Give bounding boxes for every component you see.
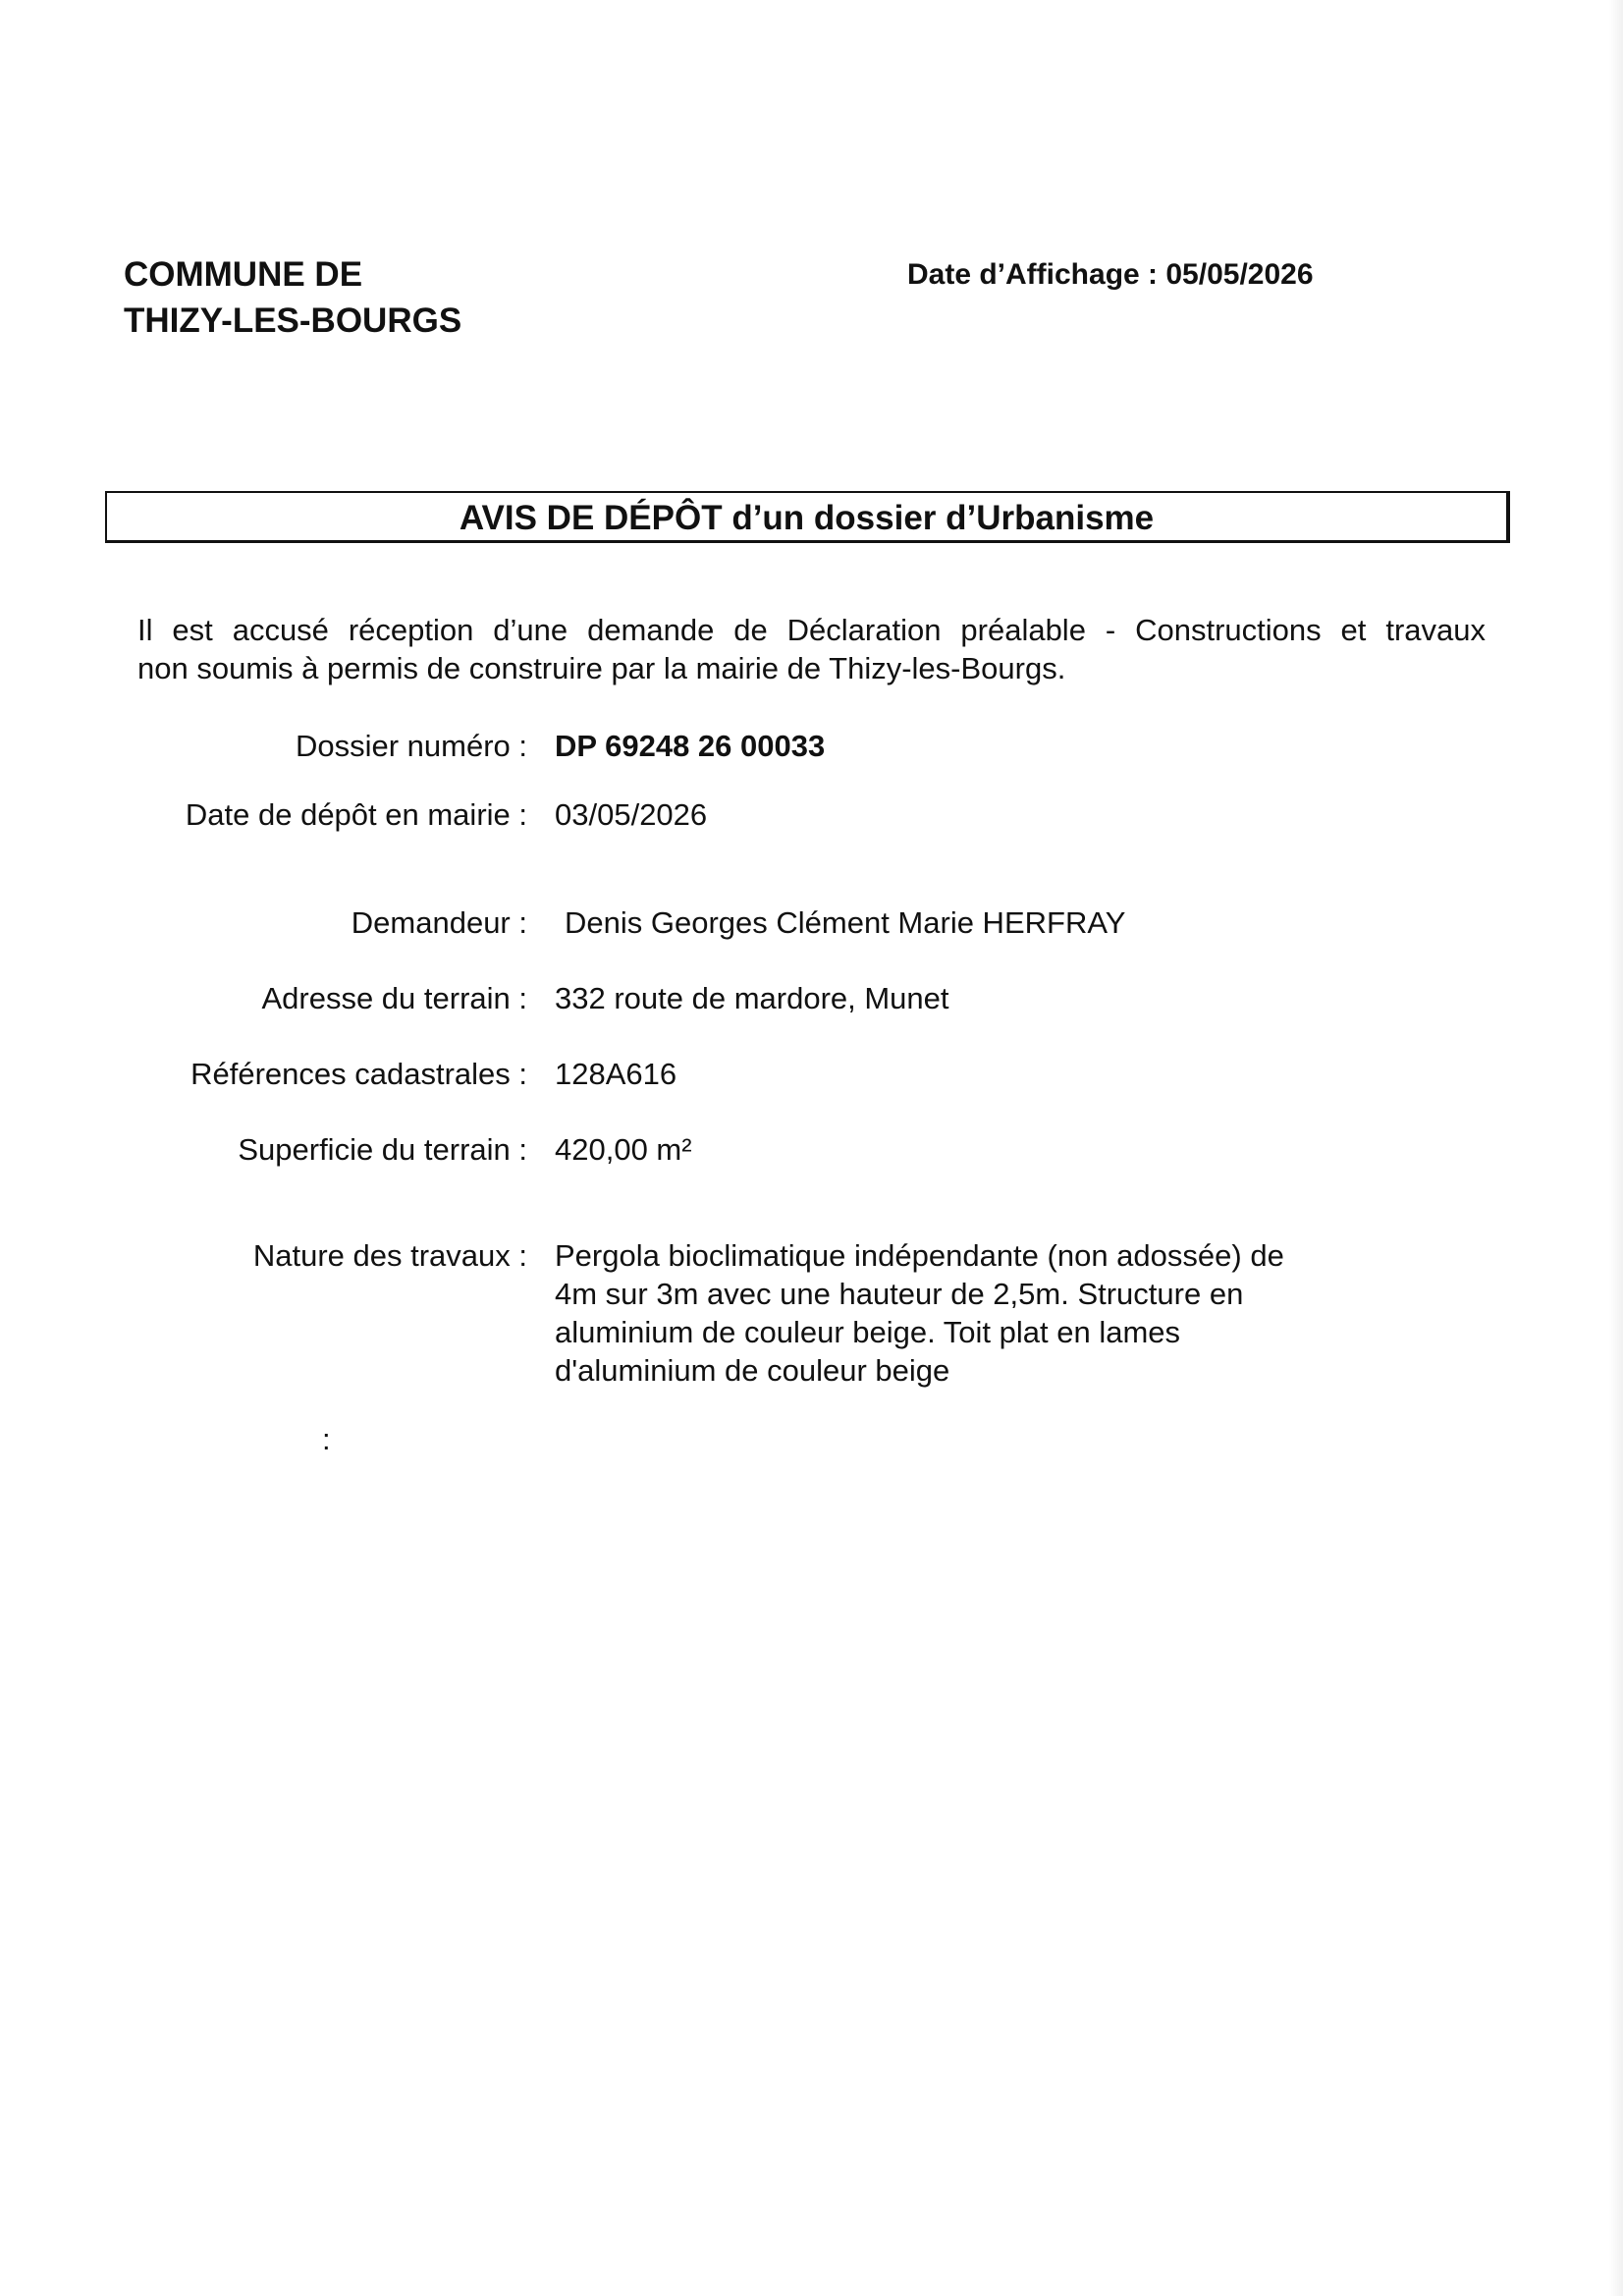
intro-line-1: Il est accusé réception d’une demande de Déclaration préalable - Constructions et travaux (137, 613, 1486, 647)
cadastre-label: Références cadastrales : (190, 1057, 527, 1091)
date-depot-value: 03/05/2026 (555, 797, 708, 832)
nature-line-2: 4m sur 3m avec une hauteur de 2,5m. Structure en (555, 1277, 1244, 1311)
posting-date: Date d’Affichage : 05/05/2026 (907, 258, 1314, 291)
intro-line-2: non soumis à permis de construire par la mairie de Thizy-les-Bourgs. (137, 651, 1066, 685)
nature-value (555, 1236, 1284, 1390)
intro-paragraph (137, 611, 1486, 687)
adresse-label: Adresse du terrain : (261, 981, 527, 1015)
superficie-value: 420,00 m² (555, 1132, 692, 1167)
demandeur-value: Denis Georges Clément Marie HERFRAY (565, 905, 1126, 940)
nature-line-4: d'aluminium de couleur beige (555, 1353, 950, 1388)
dossier-label: Dossier numéro : (295, 729, 527, 763)
date-depot-label: Date de dépôt en mairie : (185, 797, 527, 832)
empty-field-colon: : (322, 1422, 331, 1456)
commune-line-2: THIZY-LES-BOURGS (124, 301, 462, 340)
commune-line-1: COMMUNE DE (124, 255, 363, 294)
page-edge-shadow (1609, 0, 1623, 2296)
cadastre-value: 128A616 (555, 1057, 677, 1091)
dossier-number: DP 69248 26 00033 (555, 729, 826, 763)
nature-label: Nature des travaux : (252, 1238, 527, 1273)
superficie-label: Superficie du terrain : (238, 1132, 527, 1167)
commune-name (124, 251, 461, 344)
notice-title: AVIS DE DÉPÔT d’un dossier d’Urbanisme (105, 491, 1510, 543)
demandeur-label: Demandeur : (351, 905, 527, 940)
nature-line-3: aluminium de couleur beige. Toit plat en lames (555, 1315, 1181, 1349)
nature-line-1: Pergola bioclimatique indépendante (non adossée) de (555, 1238, 1284, 1273)
adresse-value: 332 route de mardore, Munet (555, 981, 949, 1015)
